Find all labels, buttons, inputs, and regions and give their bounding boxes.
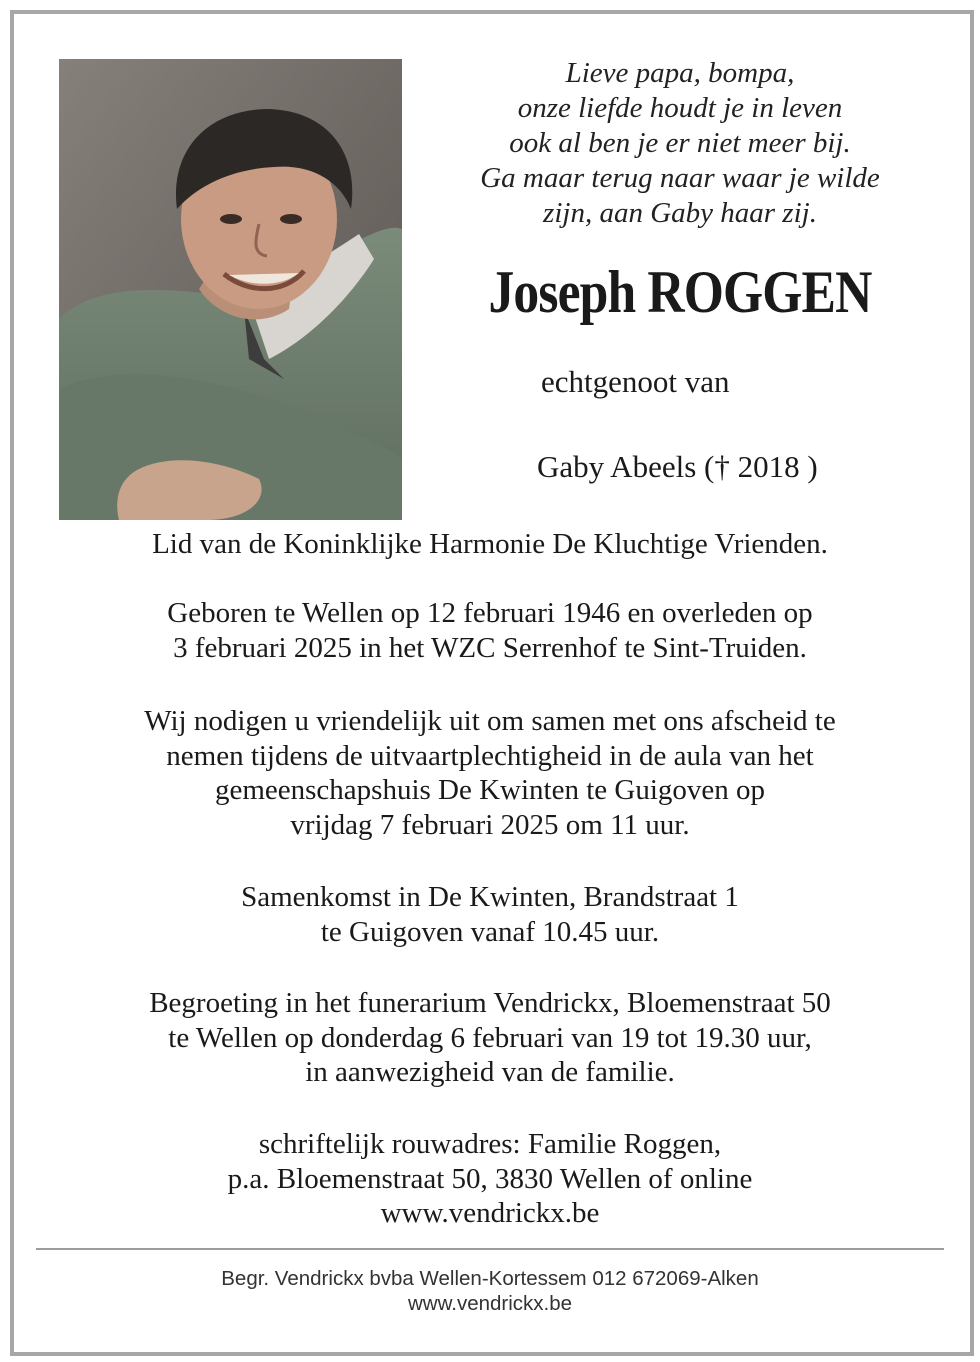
text-line: Wij nodigen u vriendelijk uit om samen met ons afscheid te (144, 705, 836, 737)
poem-line: onze liefde houdt je in leven (517, 92, 843, 124)
membership-text (40, 527, 940, 562)
portrait-photo (59, 59, 402, 520)
text-line: Geboren te Wellen op 12 februari 1946 en overleden op (167, 597, 813, 629)
poem-line: Ga maar terug naar waar je wilde (480, 162, 880, 194)
text-line: gemeenschapshuis De Kwinten te Guigoven op (214, 774, 766, 806)
text-line: nemen tijdens de uitvaartplechtigheid in de aula van het (166, 739, 814, 772)
birth-death-text (40, 596, 940, 665)
footer-line: Begr. Vendrickx bvba Wellen-Kortessem 012 672069-Alken (221, 1267, 759, 1290)
text-line: Samenkomst in De Kwinten, Brandstraat 1 (241, 881, 739, 913)
gathering-info (40, 880, 940, 949)
spouse-name: Gaby Abeels († 2018 ) (537, 449, 818, 484)
text-line: Begroeting in het funerarium Vendrickx, Bloemenstraat 50 (149, 987, 831, 1019)
memorial-poem (420, 56, 940, 231)
website-link[interactable]: www.vendrickx.be (380, 1197, 600, 1229)
footer-website-link[interactable]: www.vendrickx.be (407, 1292, 573, 1315)
text-line: te Guigoven vanaf 10.45 uur. (320, 915, 660, 948)
text-line: vrijdag 7 februari 2025 om 11 uur. (290, 808, 690, 841)
deceased-name: Joseph ROGGEN (488, 259, 872, 325)
relation-label: echtgenoot van (541, 364, 730, 399)
text-line: te Wellen op donderdag 6 februari van 19 tot 19.30 uur, (168, 1021, 812, 1054)
text-line: in aanwezigheid van de familie. (305, 1056, 675, 1088)
funeral-home-footer (40, 1266, 940, 1316)
text-line: schriftelijk rouwadres: Familie Roggen, (258, 1128, 722, 1160)
funeral-invitation (40, 704, 940, 842)
poem-line: zijn, aan Gaby haar zij. (543, 197, 817, 229)
footer-divider (36, 1248, 944, 1250)
membership-line: Lid van de Koninklijke Harmonie De Kluchtige Vrienden. (152, 528, 828, 560)
poem-line: ook al ben je er niet meer bij. (509, 127, 851, 159)
condolence-address (40, 1127, 940, 1231)
text-line: 3 februari 2025 in het WZC Serrenhof te Sint-Truiden. (173, 631, 807, 664)
visitation-info (40, 986, 940, 1090)
text-line: p.a. Bloemenstraat 50, 3830 Wellen of online (227, 1162, 753, 1195)
poem-line: Lieve papa, bompa, (565, 57, 795, 89)
